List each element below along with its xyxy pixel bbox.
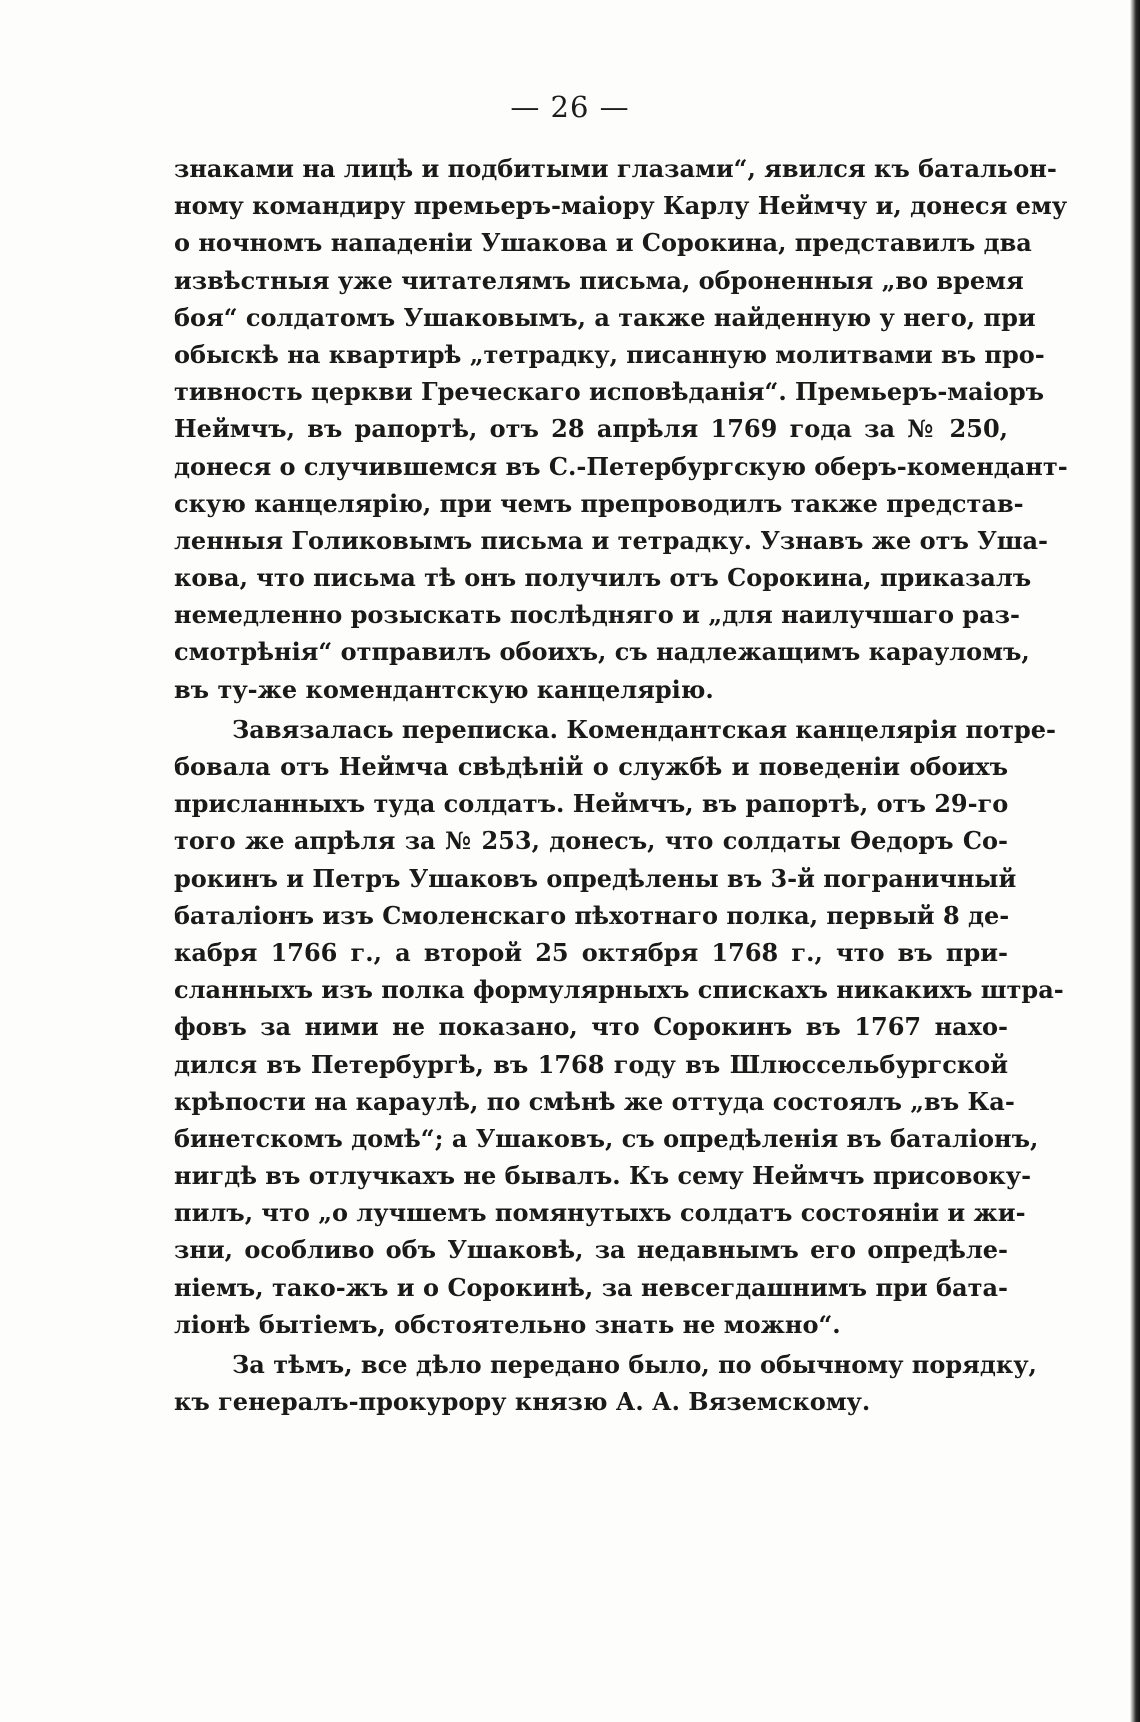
text-line: нигдѣ въ отлучкахъ не бывалъ. Къ сему Неймчъ присовоку-	[174, 1161, 1032, 1191]
paragraph-1	[174, 150, 1068, 708]
text-line: баталіонъ изъ Смоленскаго пѣхотнаго полка, первый 8 де-	[174, 900, 1010, 930]
text-line: Завязалась переписка. Комендантская канцелярія потре-	[232, 714, 1056, 744]
paragraph-2	[174, 711, 1064, 1343]
text-line: къ генералъ-прокурору князю А. А. Вяземскому.	[174, 1387, 871, 1417]
text-line: ленныя Голиковымъ письма и тетрадку. Узнавъ же отъ Уша-	[174, 525, 1049, 555]
text-line: Неймчъ, въ рапортѣ, отъ 28 апрѣля 1769 года за № 250,	[174, 414, 1008, 444]
text-line: кова, что письма тѣ онъ получилъ отъ Сорокина, приказалъ	[174, 563, 1032, 593]
text-line: извѣстныя уже читателямъ письма, оброненныя „во время	[174, 265, 1024, 295]
text-line: зни, особливо объ Ушаковѣ, за недавнымъ его опредѣле-	[174, 1235, 1008, 1265]
text-line: обыскѣ на квартирѣ „тетрадку, писанную молитвами въ про-	[174, 339, 1045, 369]
text-line: боя“ солдатомъ Ушаковымъ, а также найденную у него, при	[174, 302, 1036, 332]
text-line: фовъ за ними не показано, что Сорокинъ въ 1767 нахо-	[174, 1012, 1008, 1042]
text-line: рокинъ и Петръ Ушаковъ опредѣлены въ 3-й пограничный	[174, 863, 1017, 893]
text-line: ліонѣ бытіемъ, обстоятельно знать не можно“.	[174, 1309, 841, 1339]
text-line: пилъ, что „о лучшемъ помянутыхъ солдатъ состояніи и жи-	[174, 1198, 1026, 1228]
text-line: бинетскомъ домѣ“; а Ушаковъ, съ опредѣленія въ баталіонъ,	[174, 1123, 1039, 1153]
text-line: тивность церкви Греческаго исповѣданія“. Премьеръ-маіоръ	[174, 377, 1045, 407]
text-line: ніемъ, тако-жъ и о Сорокинѣ, за невсегдашнимъ при бата-	[174, 1272, 1008, 1302]
page-number: — 26 —	[510, 90, 630, 124]
text-line: присланныхъ туда солдатъ. Неймчъ, въ рапортѣ, отъ 29-го	[174, 789, 1009, 819]
text-line: За тѣмъ, все дѣло передано было, по обычному порядку,	[232, 1350, 1037, 1379]
text-line: сланныхъ изъ полка формулярныхъ спискахъ никакихъ штра-	[174, 975, 1064, 1005]
text-line: о ночномъ нападеніи Ушакова и Сорокина, представилъ два	[174, 228, 1032, 258]
paragraph-3	[174, 1346, 1037, 1420]
text-line: крѣпости на караулѣ, по смѣнѣ же оттуда состоялъ „въ Ка-	[174, 1086, 1015, 1116]
text-line: скую канцелярію, при чемъ препроводилъ также представ-	[174, 488, 1024, 518]
text-line: донеся о случившемся въ С.-Петербургскую оберъ-комендант-	[174, 451, 1068, 481]
text-line: немедленно розыскать послѣдняго и „для наилучшаго раз-	[174, 600, 1020, 630]
text-line: бовала отъ Неймча свѣдѣній о службѣ и поведеніи обоихъ	[174, 752, 1008, 781]
page-edge-shadow	[1130, 0, 1140, 1722]
text-line: въ ту-же комендантскую канцелярію.	[174, 674, 714, 704]
text-line: кабря 1766 г., а второй 25 октября 1768 г., что въ при-	[174, 937, 1008, 967]
text-line: знаками на лицѣ и подбитыми глазами“, явился къ батальон-	[174, 154, 1057, 183]
text-line: ному командиру премьеръ-маіору Карлу Неймчу и, донеся ему	[174, 191, 1068, 221]
body-text	[174, 150, 1068, 1423]
text-line: смотрѣнія“ отправилъ обоихъ, съ надлежащимъ карауломъ,	[174, 637, 1030, 667]
text-line: дился въ Петербургѣ, въ 1768 году въ Шлюссельбургской	[174, 1049, 1008, 1079]
text-line: того же апрѣля за № 253, донесъ, что солдаты Ѳедоръ Со-	[174, 826, 1008, 856]
